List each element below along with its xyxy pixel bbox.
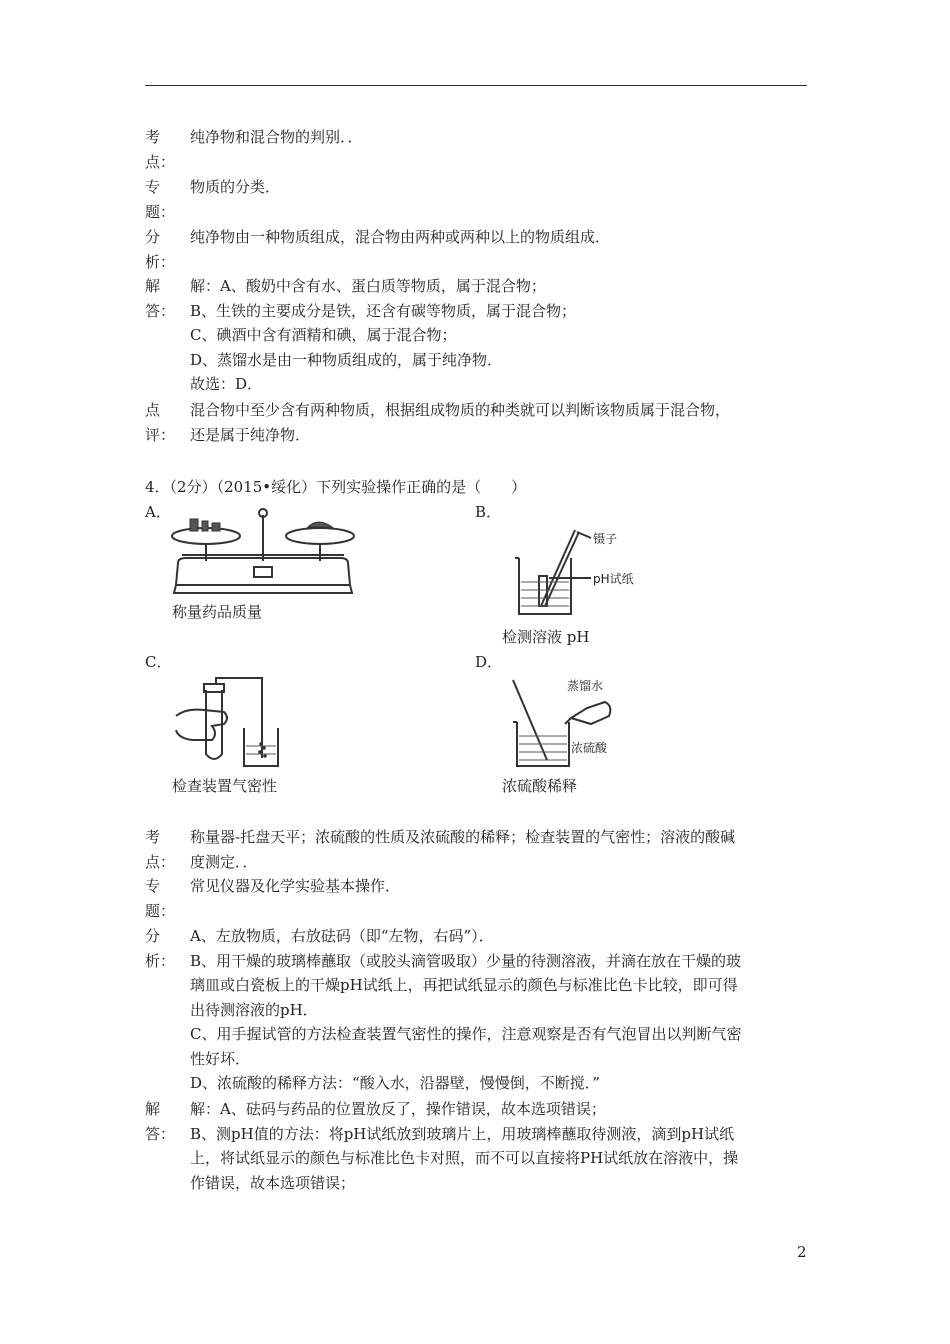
acid-dilution-figure	[505, 672, 635, 772]
jieda-label-2: 解 答：	[145, 1100, 176, 1143]
jieda-text-1: 解：A、酸奶中含有水、蛋白质等物质，属于混合物； B、生铁的主要成分是铁，还含有碳等物质，属于混合物； C、碘酒中含有酒精和碘，属于混合物； D、蒸馏水是由一种物质组成的，属于纯净物． 故选：D．	[190, 277, 577, 393]
option-a-caption: 称量药品质量	[172, 603, 263, 621]
dianping-text-1: 混合物中至少含有两种物质，根据组成物质的种类就可以判断该物质属于混合物， 还是属于纯净物．	[190, 401, 731, 444]
jieda-text-2: 解：A、砝码与药品的位置放反了，操作错误，故本选项错误； B、测pH值的方法：将pH试纸放到玻璃片上，用玻璃棒蘸取待测液，滴到pH试纸 上，将试纸显示的颜色与标准比色卡对照，而不可以直接将PH试纸放在溶液中，操 作错误，故本选项错误；	[190, 1100, 739, 1192]
tweezers-label: 镊子	[593, 532, 618, 546]
option-c-caption: 检查装置气密性	[172, 777, 278, 795]
water-label: 蒸馏水	[567, 679, 604, 693]
zhuanti-text-1: 物质的分类．	[190, 178, 281, 196]
kaodian-text-2: 称量器-托盘天平；浓硫酸的性质及浓硫酸的稀释；检查装置的气密性；溶液的酸碱 度测定．．	[190, 828, 736, 871]
zhuanti-label-1: 专 题：	[145, 178, 176, 221]
kaodian-label-1: 考 点：	[145, 128, 176, 171]
option-c-letter: C．	[145, 653, 172, 671]
page-number: 2	[797, 1243, 807, 1261]
jieda-label-1: 解 答：	[145, 277, 176, 320]
fenxi-text-1: 纯净物由一种物质组成，混合物由两种或两种以上的物质组成．	[190, 228, 611, 246]
option-d-caption: 浓硫酸稀释	[502, 777, 578, 795]
acid-label: 浓硫酸	[571, 741, 608, 755]
balance-figure	[168, 503, 358, 598]
kaodian-text-1: 纯净物和混合物的判别．．	[190, 128, 363, 146]
fenxi-label-2: 分 析：	[145, 927, 176, 970]
option-b-caption: 检测溶液 pH	[502, 628, 590, 646]
airtight-check-figure	[172, 672, 282, 772]
question-4-stem: 4．（2分）（2015•绥化）下列实验操作正确的是（ ）	[145, 478, 527, 496]
zhuanti-label-2: 专 题：	[145, 877, 176, 920]
ph-test-figure	[505, 520, 635, 620]
dianping-label-1: 点 评：	[145, 401, 176, 444]
header-rule	[145, 85, 807, 86]
fenxi-label-1: 分 析：	[145, 228, 176, 271]
option-d-letter: D．	[475, 653, 503, 671]
option-b-letter: B．	[475, 503, 502, 521]
option-a-letter: A．	[145, 503, 171, 521]
kaodian-label-2: 考 点：	[145, 828, 176, 871]
ph-paper-label: pH试纸	[593, 572, 634, 586]
fenxi-text-2: A、左放物质，右放砝码（即“左物，右码”）． B、用干燥的玻璃棒蘸取（或胶头滴管吸取）少量的待测溶液，并滴在放在干燥的玻 璃皿或白瓷板上的干燥pH试纸上，再把试纸显示的颜色与标准比色卡比较，即可得 出待测溶液的pH． C、用手握试管的方法检查装置气密性的操作，注意观察是否有气泡冒出以判断气密 性好坏． D、浓硫酸的稀释方法：“酸入水，沿器壁，慢慢倒，不断搅．”	[190, 927, 742, 1092]
zhuanti-text-2: 常见仪器及化学实验基本操作．	[190, 877, 401, 895]
